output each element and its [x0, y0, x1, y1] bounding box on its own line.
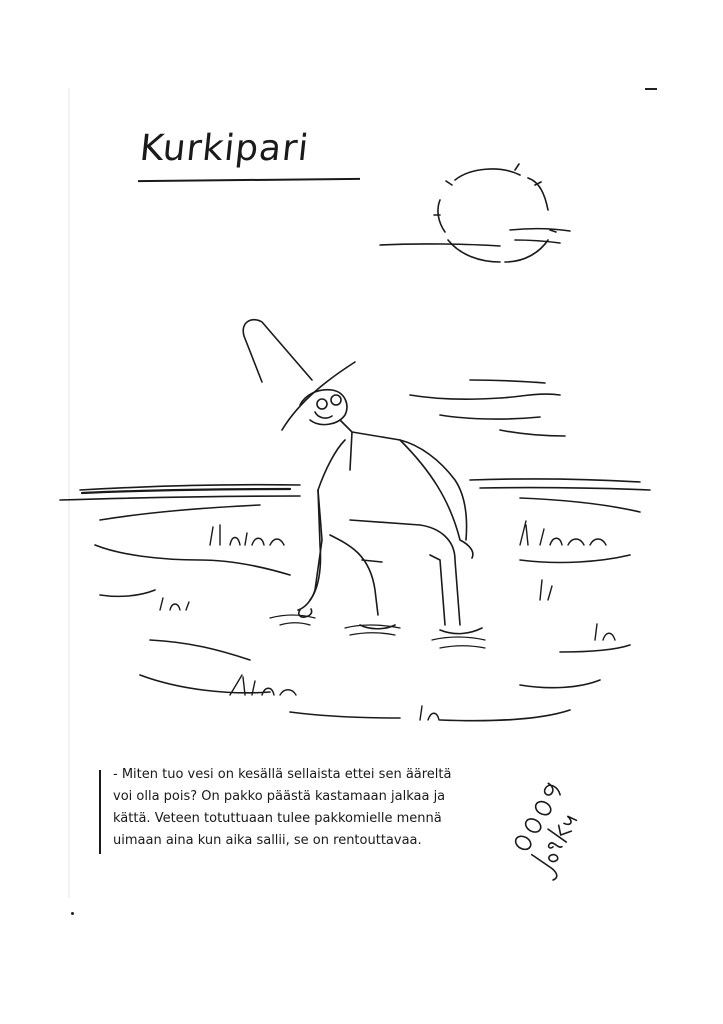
caption-text: - Miten tuo vesi on kesällä sellaista ettei sen ääreltä voi olla pois? On pakko päästä kastamaan jalkaa ja kättä. Veteen totuttuaan tulee pakkomielle mennä uimaan aina kun aika sallii, se on rentouttavaa.: [113, 767, 452, 848]
signature: [505, 775, 605, 889]
grass-tufts: [160, 521, 615, 720]
water-ripples: [410, 380, 565, 436]
hat-crown: [243, 320, 312, 382]
man-figure: [243, 320, 482, 634]
splash-marks: [270, 615, 485, 648]
caption-bar: [99, 770, 101, 854]
signature-date: [513, 783, 562, 852]
sun-sketch: [380, 164, 570, 262]
horizon-lines: [60, 479, 650, 520]
page-title: Kurkipari: [137, 128, 312, 169]
